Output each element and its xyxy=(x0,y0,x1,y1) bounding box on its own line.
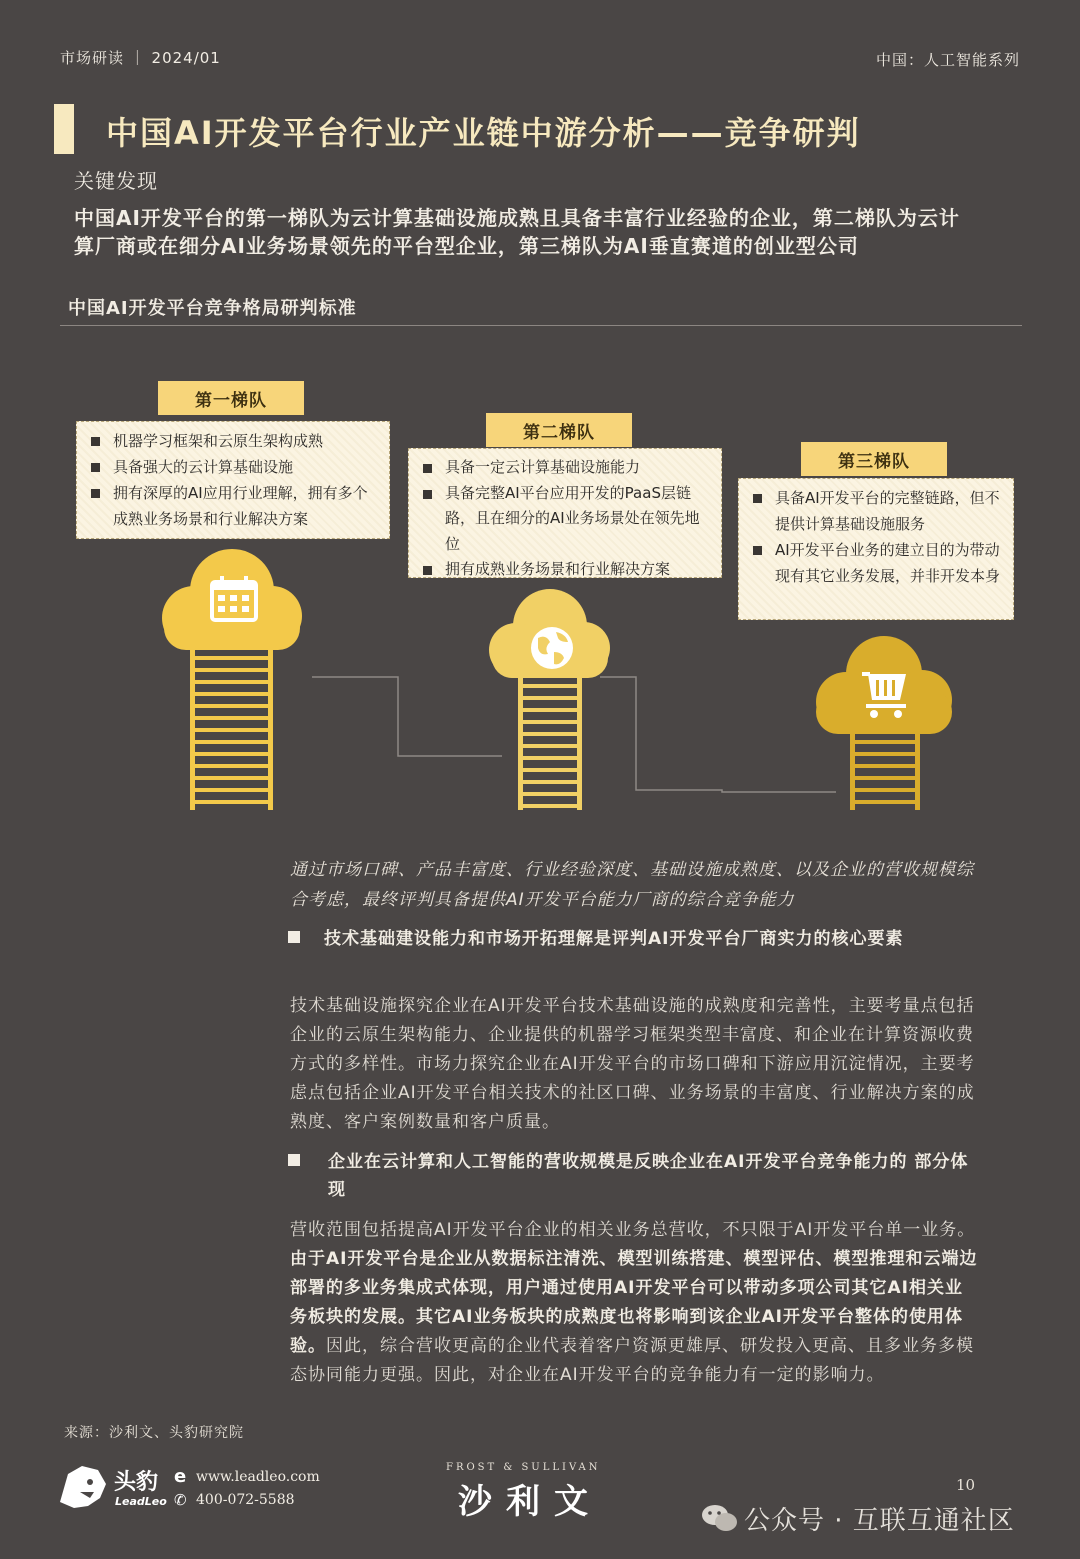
tier3-item: 具备AI开发平台的完整链路，但不提供计算基础设施服务 xyxy=(749,485,1003,537)
tier2-label: 第二梯队 xyxy=(486,413,632,447)
tier2-criteria-box xyxy=(408,448,722,578)
header-right: 中国：人工智能系列 xyxy=(875,51,1020,69)
section1-heading-text: 技术基础建设能力和市场开拓理解是评判AI开发平台厂商实力的核心要素 xyxy=(324,929,904,949)
section2-body-bold: 由于AI开发平台是企业从数据标注清洗、模型训练搭建、模型评估、模型推理和云端边部署的多业务集成式体现，用户通过使用AI开发平台可以带动多项公司其它AI相关业务板块的发展。其它AI业务板块的成熟度也将影响到该企业AI开发平台整体的使用体验。 xyxy=(290,1249,978,1356)
brand-name-en: LeadLeo xyxy=(115,1495,167,1508)
brand-name-cn: 头豹 xyxy=(114,1470,159,1495)
square-bullet-icon xyxy=(288,931,300,943)
key-findings-label: 关键发现 xyxy=(74,169,158,193)
tier2-cloud-ladder xyxy=(488,586,612,812)
section2-body xyxy=(290,1216,980,1390)
partner-name-cn: 沙利文 xyxy=(458,1482,602,1522)
tier2-item: 拥有成熟业务场景和行业解决方案 xyxy=(419,557,711,583)
tier3-label: 第三梯队 xyxy=(801,442,947,476)
section2-heading xyxy=(288,1148,988,1204)
wechat-watermark: 公众号 · 互联互通社区 xyxy=(744,1506,1015,1536)
section2-heading-text: 企业在云计算和人工智能的营收规模是反映企业在AI开发平台竞争能力的 部分体现 xyxy=(328,1152,969,1200)
web-icon: e xyxy=(174,1466,187,1487)
tier1-item: 拥有深厚的AI应用行业理解，拥有多个成熟业务场景和行业解决方案 xyxy=(87,480,379,532)
website[interactable]: www.leadleo.com xyxy=(196,1469,320,1485)
globe-icon xyxy=(531,627,573,669)
section2-body-part2: 因此，综合营收更高的企业代表着客户资源更雄厚、研发投入更高、且多业务多模态协同能力更强。因此，对企业在AI开发平台的竞争能力有一定的影响力。 xyxy=(290,1336,974,1385)
tier2-item: 具备完整AI平台应用开发的PaaS层链路，且在细分的AI业务场景处在领先地位 xyxy=(419,481,711,558)
square-bullet-icon xyxy=(288,1154,300,1166)
page-title: 中国AI开发平台行业产业链中游分析——竞争研判 xyxy=(106,114,861,152)
tier1-criteria-box xyxy=(76,421,390,539)
source-note: 来源：沙利文、头豹研究院 xyxy=(64,1425,244,1441)
section2-body-part1: 营收范围包括提高AI开发平台企业的相关业务总营收，不只限于AI开发平台单一业务。 xyxy=(290,1220,976,1240)
tier3-cloud-ladder xyxy=(814,634,954,812)
summary-text: 中国AI开发平台的第一梯队为云计算基础设施成熟且具备丰富行业经验的企业，第二梯队为云计算厂商或在细分AI业务场景领先的平台型企业，第三梯队为AI垂直赛道的创业型公司 xyxy=(74,206,960,258)
wechat-icon xyxy=(700,1502,740,1534)
section1-body: 技术基础设施探究企业在AI开发平台技术基础设施的成熟度和完善性，主要考量点包括企业的云原生架构能力、企业提供的机器学习框架类型丰富度、和企业在计算资源收费方式的多样性。市场力探究企业在AI开发平台的市场口碑和下游应用沉淀情况，主要考虑点包括企业AI开发平台相关技术的社区口碑、业务场景的丰富度、行业解决方案的成熟度、客户案例数量和客户质量。 xyxy=(290,996,975,1132)
phone-number: 400-072-5588 xyxy=(196,1492,295,1508)
section1-heading xyxy=(288,925,988,953)
tier1-label: 第一梯队 xyxy=(158,381,304,415)
tier1-item: 机器学习框架和云原生架构成熟 xyxy=(87,428,379,454)
tier2-item: 具备一定云计算基础设施能力 xyxy=(419,455,711,481)
leadleo-logo-icon xyxy=(54,1462,110,1512)
page-number: 10 xyxy=(956,1476,976,1494)
section-subtitle: 中国AI开发平台竞争格局研判标准 xyxy=(68,298,357,319)
header-left: 市场研读 ｜ 2024/01 xyxy=(60,49,221,67)
tier1-cloud-ladder xyxy=(160,546,304,812)
methodology-note: 通过市场口碑、产品丰富度、行业经验深度、基础设施成熟度、以及企业的营收规模综合考虑，最终评判具备提供AI开发平台能力厂商的综合竞争能力 xyxy=(290,860,974,910)
tier3-criteria-box xyxy=(738,478,1014,620)
tier3-item: AI开发平台业务的建立目的为带动现有其它业务发展，并非开发本身 xyxy=(749,537,1003,589)
partner-name-en: FROST & SULLIVAN xyxy=(446,1462,601,1473)
phone-icon: ✆ xyxy=(174,1491,187,1509)
tier1-item: 具备强大的云计算基础设施 xyxy=(87,454,379,480)
